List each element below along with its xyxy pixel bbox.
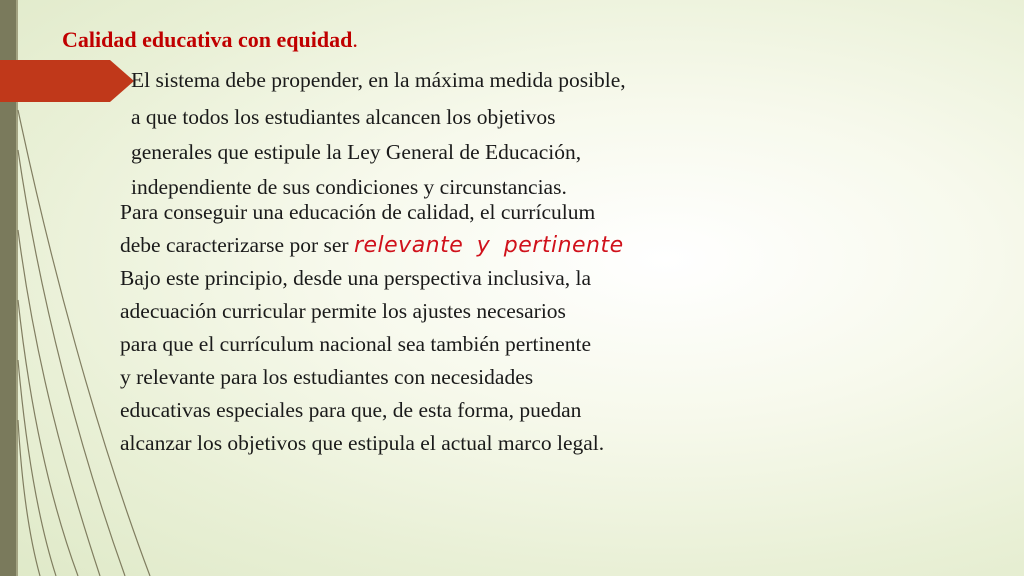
paragraph-2-line: alcanzar los objetivos que estipula el actual marco legal. <box>120 431 605 455</box>
paragraph-1-line: independiente de sus condiciones y circunstancias. <box>131 175 567 199</box>
paragraph-2-line: Bajo este principio, desde una perspectiva inclusiva, la <box>120 266 592 290</box>
paragraph-1 <box>131 63 626 205</box>
paragraph-2-line: Para conseguir una educación de calidad, el currículum <box>120 200 596 224</box>
paragraph-1-line: generales que estipule la Ley General de Educación, <box>131 140 582 164</box>
handwritten-emphasis: relevante y pertinente <box>353 233 624 258</box>
paragraph-2-line: adecuación curricular permite los ajustes necesarios <box>120 299 566 323</box>
paragraph-1-line: a que todos los estudiantes alcancen los objetivos <box>131 105 556 129</box>
paragraph-2-line-emphasis <box>120 229 624 262</box>
paragraph-2-line: y relevante para los estudiantes con necesidades <box>120 365 534 389</box>
paragraph-1-line: El sistema debe propender, en la máxima medida posible, <box>131 68 626 92</box>
slide-title: Calidad educativa con equidad. <box>62 27 358 52</box>
paragraph-2 <box>120 196 624 460</box>
arrow-marker-icon <box>0 60 134 102</box>
paragraph-2-line: para que el currículum nacional sea también pertinente <box>120 332 591 356</box>
paragraph-2-prefix: debe caracterizarse por ser <box>120 233 354 257</box>
paragraph-2-line: educativas especiales para que, de esta forma, puedan <box>120 398 582 422</box>
